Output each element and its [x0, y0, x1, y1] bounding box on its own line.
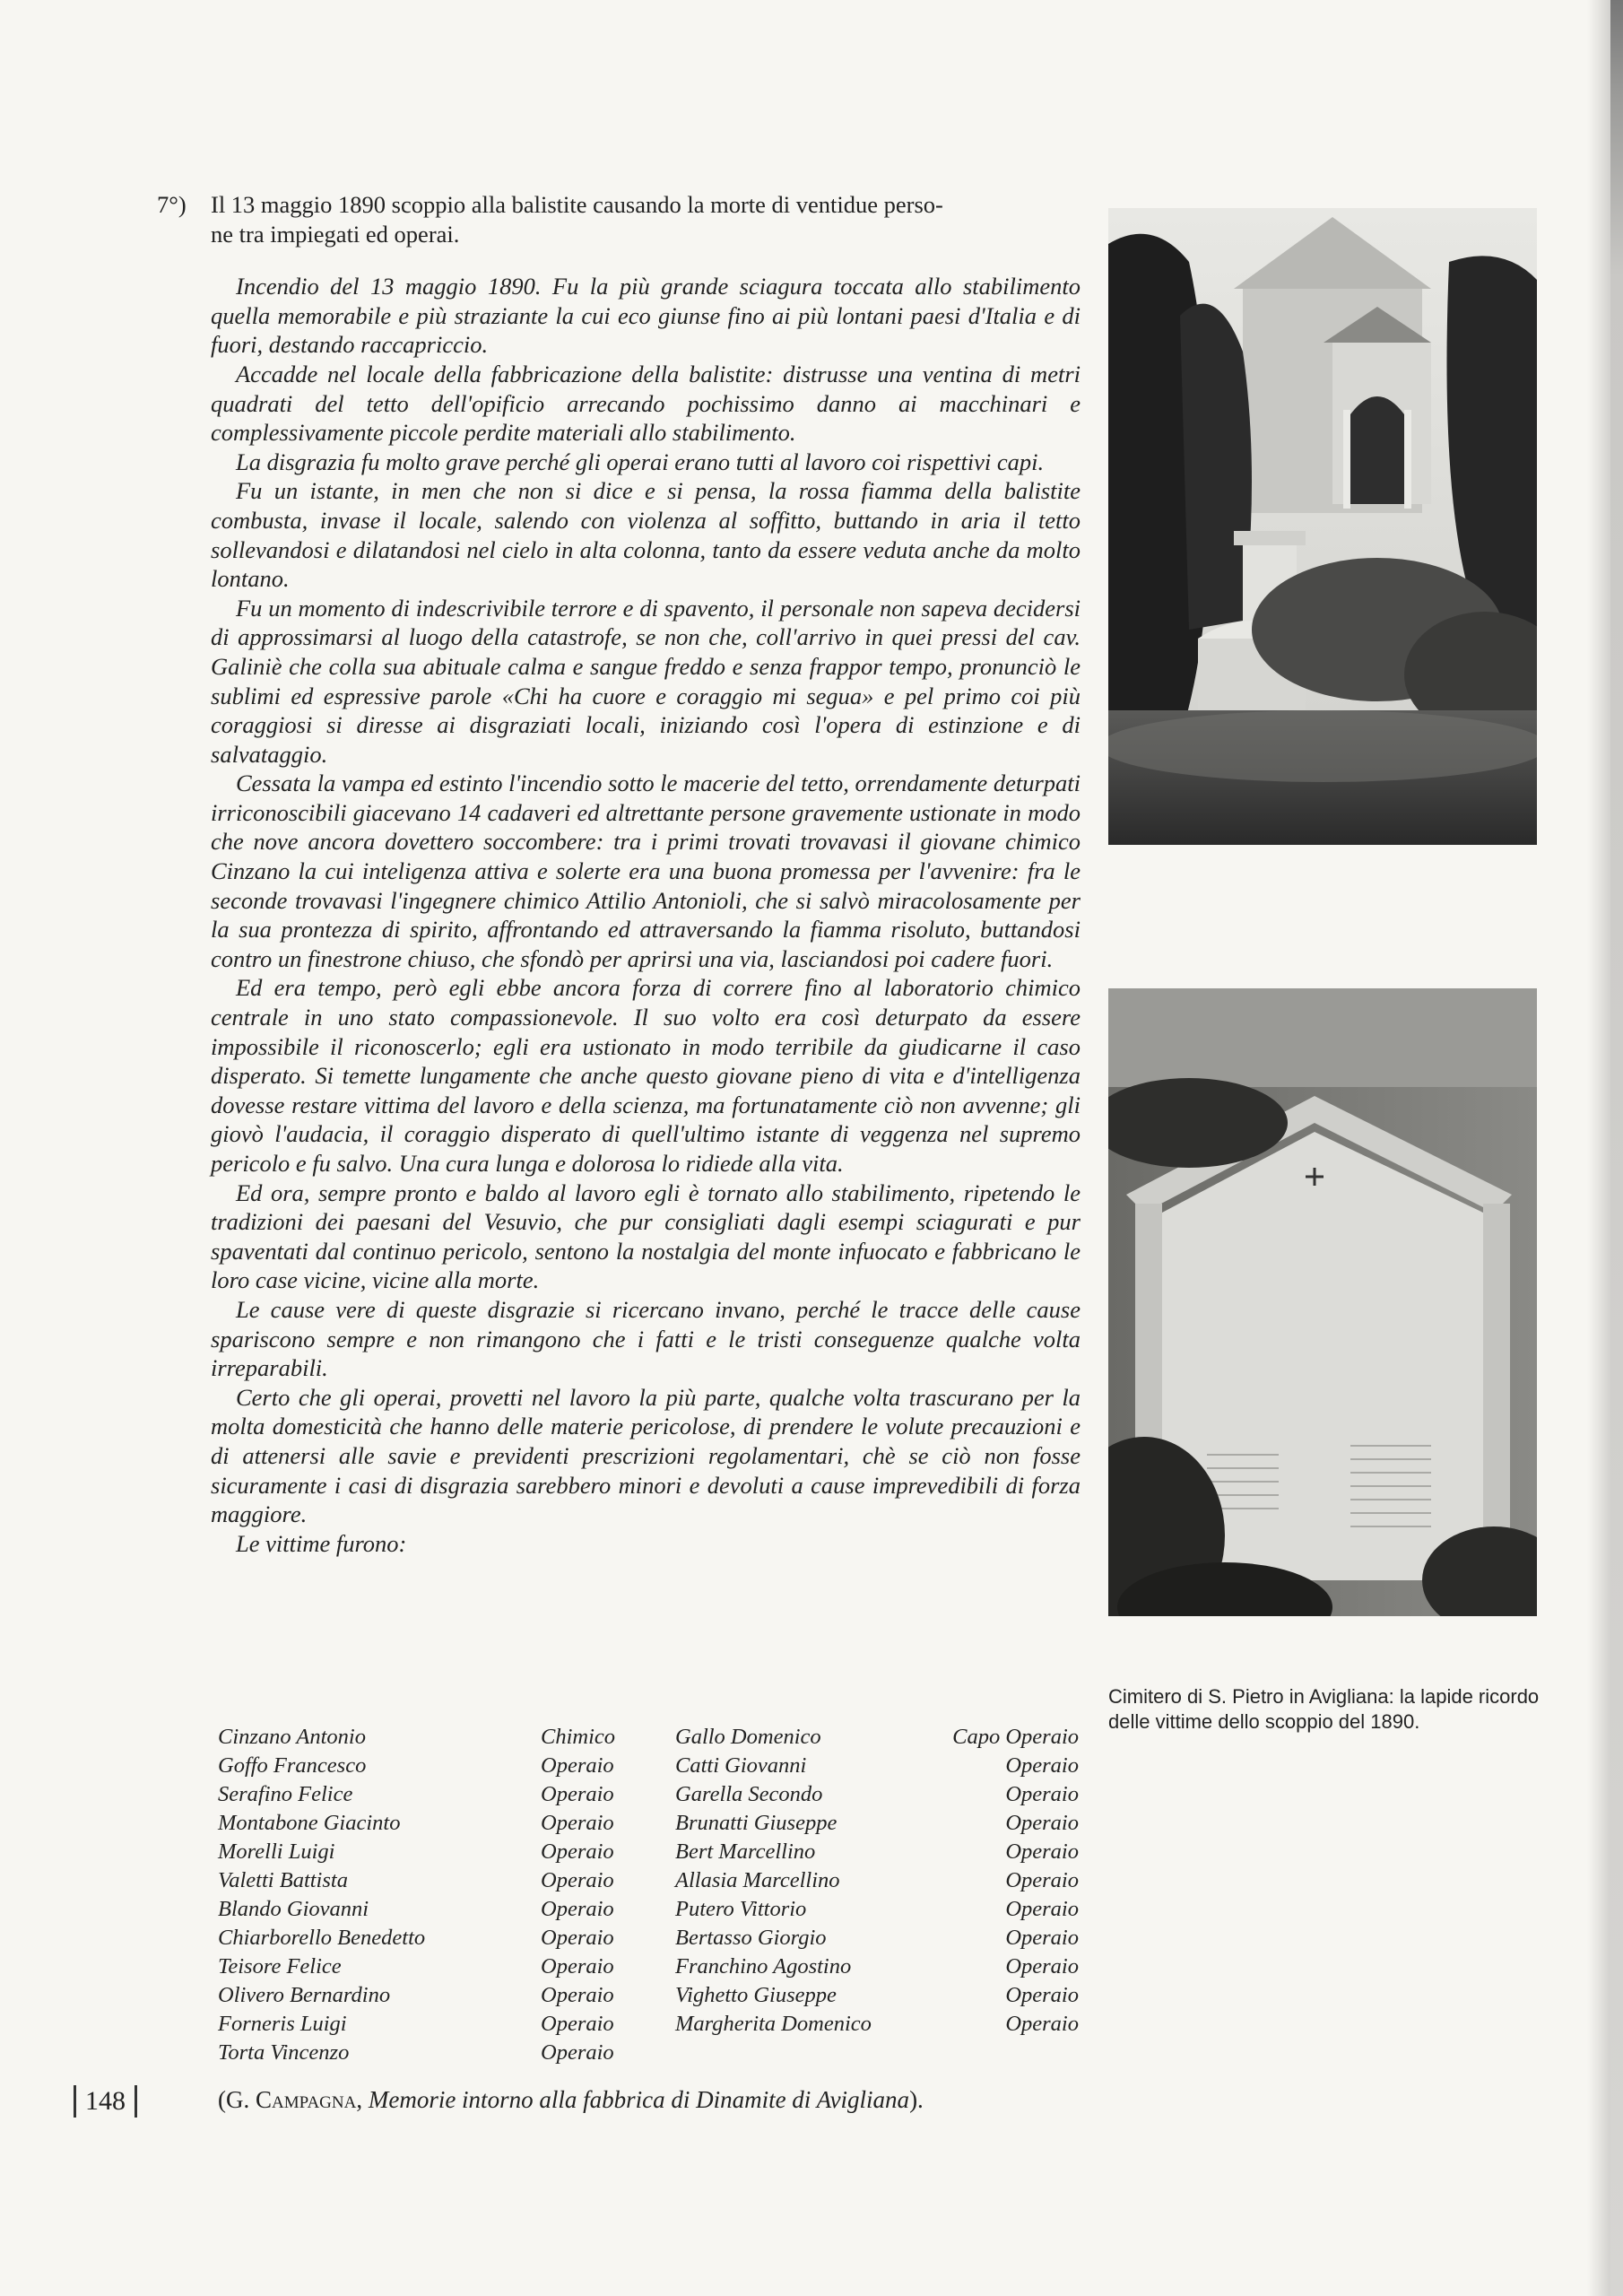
victim-name: Gallo Domenico — [675, 1725, 821, 1749]
main-text-column — [157, 190, 1081, 1558]
article-paragraph: Accadde nel locale della fabbricazione della balistite: distrusse una ventina di metri quadrati del tetto dell'opificio arrecando pochissimo danno ai macchinari e complessivamente piccole perdite materiali allo stabilimento. — [211, 360, 1081, 447]
article-paragraph: Cessata la vampa ed estinto l'incendio sotto le macerie del tetto, orrendamente deturpati irriconoscibili giacevano 14 cadaveri ed altrettante persone gravemente ustionate in modo che nove ancora dovettero soccombere: tra i primi trovati trovavasi il giovane chimico Cinzano la cui inteligenza attiva e solerte era una buona promessa per l'avvenire: fra le seconde trovavasi l'ingegnere chimico Attilio Antonioli, che si salvò miracolosamente per la sua prontezza di spirito, affrontando ed attraversando la fiamma risoluto, buttandosi contro un finestrone chiuso, che sfondò per aprirsi una via, lasciandosi poi cadere fuori. — [211, 770, 1081, 972]
victim-role: Chimico — [541, 1725, 616, 1749]
intro-line-1: Il 13 maggio 1890 scoppio alla balistite causando la morte di ventidue perso- — [211, 191, 943, 218]
quoted-article — [211, 272, 1081, 1558]
article-paragraph: Fu un istante, in men che non si dice e si pensa, la rossa fiamma della balistite combusta, invase il locale, salendo con violenza al soffitto, buttando in aria il tetto sollevandosi e dilatandosi nel cielo in alta colonna, tanto da essere veduta anche da molto lontano. — [211, 477, 1081, 593]
victim-role: Operaio — [541, 1753, 614, 1778]
item-number: 7°) — [157, 191, 187, 218]
page-number-text: 148 — [85, 2086, 126, 2116]
victim-name: Torta Vincenzo — [218, 2040, 350, 2065]
victim-role: Operaio — [541, 1782, 614, 1806]
victim-role: Operaio — [1005, 1811, 1079, 1835]
page-number-rule-right — [135, 2085, 137, 2118]
memorial-plaque-photo — [1108, 988, 1537, 1616]
victim-role — [926, 2039, 1079, 2067]
page-number — [65, 2085, 146, 2118]
victim-row — [218, 1723, 1079, 1752]
victim-row — [218, 1981, 1079, 2010]
victim-role: Operaio — [1005, 1926, 1079, 1950]
victim-role: Operaio — [1005, 1782, 1079, 1806]
victim-row — [218, 1780, 1079, 1809]
article-paragraph: Incendio del 13 maggio 1890. Fu la più grande sciagura toccata allo stabilimento quella memorabile e più straziante la cui eco giunse fino ai più lontani paesi d'Italia e di fuori, destando raccapriccio. — [211, 273, 1081, 359]
citation-separator: , — [356, 2086, 369, 2113]
article-paragraph: Ed ora, sempre pronto e baldo al lavoro egli è tornato allo stabilimento, ripetendo le tradizioni dei paesani del Vesuvio, che pur consigliati dagli esempi sciagurati e pur spaventati dal continuo pericolo, sentono la nostalgia del monte infuocato e fabbricano le loro case vicine, vicine alla morte. — [211, 1178, 1081, 1294]
victim-name: Montabone Giacinto — [218, 1811, 401, 1835]
victim-name: Putero Vittorio — [675, 1897, 807, 1921]
article-paragraph: Certo che gli operai, provetti nel lavoro la più parte, qualche volta trascurano per la molta domesticità che hanno delle materie pericolose, di prendere le volute precauzioni e di attenersi alle savie e previdenti prescrizioni regolamentari, chè se ciò non fosse sicuramente i casi di disgrazia sarebbero minori e devoluti a cause imprevedibili di forza maggiore. — [211, 1383, 1081, 1528]
victim-name: Catti Giovanni — [675, 1753, 807, 1778]
victim-name: Vighetto Giuseppe — [675, 1983, 837, 2007]
citation-title: Memorie intorno alla fabbrica di Dinamite di Avigliana — [368, 2086, 910, 2113]
article-paragraph: Ed era tempo, però egli ebbe ancora forza di correre fino al laboratorio chimico centrale in uno stato compassionevole. Il suo volto era così deturpato da essere impossibile il riconoscerlo; egli era ustionato in modo terribile da giudicarne il caso disperato. Si temette lungamente che anche questo giovane pieno di vita e d'intelligenza dovesse restare vittima del lavoro e della scienza, ma fortunatamente ciò non avvenne; gli giovò l'audacia, il coraggio disperato di quell'ultimo istante di veggenza nel supremo pericolo e fu salvo. Una cura lunga e dolorosa lo ridiede alla vita. — [211, 974, 1081, 1177]
citation-close: ). — [909, 2086, 924, 2113]
victim-role: Operaio — [1005, 2012, 1079, 2036]
victim-name: Bert Marcellino — [675, 1839, 816, 1864]
victim-role: Operaio — [541, 1897, 614, 1921]
victim-name: Margherita Domenico — [675, 2012, 872, 2036]
victim-name: Chiarborello Benedetto — [218, 1926, 426, 1950]
victim-role: Operaio — [541, 1954, 614, 1979]
article-paragraph: Fu un momento di indescrivibile terrore e di spavento, il personale non sapeva decidersi di approssimarsi al luogo della catastrofe, se non che, coll'arrivo in quei pressi del cav. Galiniè che colla sua abituale calma e sangue freddo e senza frappor tempo, pronunciò le sublimi ed espressive parole «Chi ha cuore e coraggio mi segua» e pel primo coi più coraggiosi si diresse ai disgraziati locali, iniziando così l'opera di estinzione e di salvataggio. — [211, 594, 1081, 768]
victim-name: Brunatti Giuseppe — [675, 1811, 838, 1835]
victim-role: Operaio — [541, 1868, 614, 1892]
victim-name: Serafino Felice — [218, 1782, 353, 1806]
victim-name: Franchino Agostino — [675, 1954, 852, 1979]
victim-row — [218, 1895, 1079, 1924]
victim-name: Bertasso Giorgio — [675, 1926, 827, 1950]
victim-role: Operaio — [541, 1839, 614, 1864]
victim-role: Operaio — [541, 1983, 614, 2007]
victim-name: Teisore Felice — [218, 1954, 342, 1979]
victim-role: Capo Operaio — [952, 1725, 1079, 1749]
chapel-photo-image — [1108, 208, 1537, 845]
victim-role: Operaio — [541, 2040, 614, 2065]
victim-row — [218, 1838, 1079, 1866]
victim-row — [218, 1952, 1079, 1981]
page-number-rule-left — [74, 2085, 76, 2118]
victim-name: Forneris Luigi — [218, 2012, 347, 2036]
victim-role: Operaio — [1005, 1983, 1079, 2007]
citation-author: Campagna — [256, 2086, 357, 2113]
victims-list — [218, 1723, 1079, 2067]
victim-role: Operaio — [1005, 1868, 1079, 1892]
source-citation — [218, 2086, 924, 2114]
victim-name: Blando Giovanni — [218, 1897, 369, 1921]
victim-role: Operaio — [1005, 1753, 1079, 1778]
victim-row — [218, 1752, 1079, 1780]
book-spine-shadow — [1587, 0, 1623, 2296]
intro-line-2: ne tra impiegati ed operai. — [211, 220, 460, 248]
victim-name: Morelli Luigi — [218, 1839, 335, 1864]
memorial-plaque-image — [1108, 988, 1537, 1616]
victim-row — [218, 1924, 1079, 1952]
victim-name: Goffo Francesco — [218, 1753, 367, 1778]
victim-row — [218, 1866, 1079, 1895]
victim-name — [675, 2039, 926, 2067]
victims-intro: Le vittime furono: — [236, 1529, 407, 1557]
victim-role: Operaio — [1005, 1897, 1079, 1921]
victim-name: Olivero Bernardino — [218, 1983, 391, 2007]
victim-row — [218, 2010, 1079, 2039]
victim-name: Garella Secondo — [675, 1782, 823, 1806]
victim-name: Valetti Battista — [218, 1868, 348, 1892]
article-paragraph: Le cause vere di queste disgrazie si ricercano invano, perché le tracce delle cause spariscono sempre e non rimangono che i fatti e le tristi conseguenze qualche volta irreparabili. — [211, 1295, 1081, 1382]
article-paragraph: La disgrazia fu molto grave perché gli operai erano tutti al lavoro coi rispettivi capi. — [236, 448, 1045, 475]
intro-paragraph — [157, 190, 1081, 248]
victim-role: Operaio — [1005, 1839, 1079, 1864]
victim-role: Operaio — [1005, 1954, 1079, 1979]
citation-open: (G. — [218, 2086, 256, 2113]
photo-caption: Cimitero di S. Pietro in Avigliana: la lapide ricordo delle vittime dello scoppio del 1890. — [1108, 1685, 1540, 1733]
chapel-photo — [1108, 208, 1537, 845]
victim-role: Operaio — [541, 1926, 614, 1950]
victim-name: Cinzano Antonio — [218, 1725, 366, 1749]
victim-role: Operaio — [541, 2012, 614, 2036]
victim-row — [218, 1809, 1079, 1838]
victim-row — [218, 2039, 1079, 2067]
victim-name: Allasia Marcellino — [675, 1868, 840, 1892]
victim-role: Operaio — [541, 1811, 614, 1835]
